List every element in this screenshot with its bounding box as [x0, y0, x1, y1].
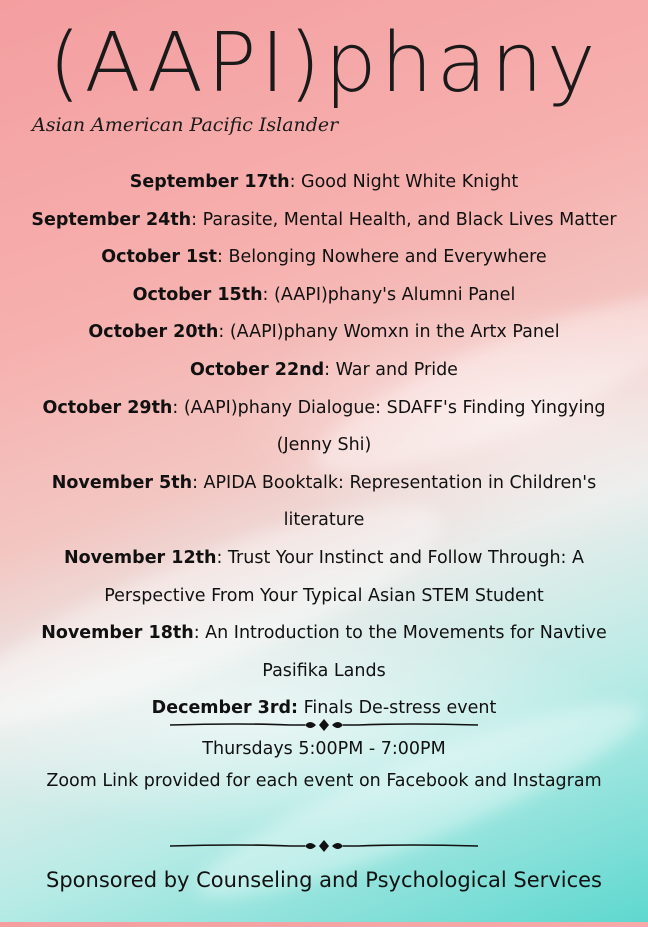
event-date: October 20th: [88, 322, 219, 343]
event-description: : (AAPI)phany's Alumni Panel: [262, 284, 516, 305]
sponsor-line: Sponsored by Counseling and Psychological Services: [46, 868, 602, 892]
event-description: : War and Pride: [324, 359, 458, 380]
event-description: Finals De-stress event: [298, 698, 497, 719]
event-description: : Parasite, Mental Health, and Black Lives Matter: [191, 209, 617, 230]
poster-title: (AAPI)phany: [48, 16, 600, 111]
meeting-info: [40, 734, 608, 797]
event-description: : Belonging Nowhere and Everywhere: [217, 247, 547, 268]
poster-subtitle: Asian American Pacific Islander: [32, 114, 339, 136]
event-date: October 1st: [101, 247, 217, 268]
event-description: : (AAPI)phany Womxn in the Artx Panel: [218, 322, 560, 343]
event-description: : Trust Your Instinct and Follow Through: A Perspective From Your Typical Asian STEM Student: [104, 547, 584, 606]
event-item: [14, 465, 634, 540]
event-date: November 18th: [41, 623, 194, 644]
event-item: [14, 164, 634, 202]
event-date: November 5th: [51, 472, 193, 493]
ornament-divider: [170, 839, 478, 853]
event-item: [14, 314, 634, 352]
event-date: October 22nd: [190, 359, 325, 380]
zoom-note: Zoom Link provided for each event on Facebook and Instagram: [46, 770, 602, 791]
event-item: [14, 239, 634, 277]
event-item: [14, 277, 634, 315]
event-schedule: [14, 164, 634, 728]
ornament-divider: [170, 718, 478, 732]
event-date: September 17th: [129, 172, 290, 192]
event-description: : An Introduction to the Movements for Navtive Pasifika Lands: [193, 623, 607, 681]
meeting-time: Thursdays 5:00PM - 7:00PM: [202, 739, 446, 759]
event-description: : (AAPI)phany Dialogue: SDAFF's Finding Yingying (Jenny Shi): [172, 397, 606, 456]
event-item: [14, 615, 634, 690]
event-description: : APIDA Booktalk: Representation in Children's literature: [192, 472, 597, 531]
event-date: September 24th: [31, 209, 192, 230]
event-item: [14, 202, 634, 240]
event-item: [14, 352, 634, 390]
event-item: [14, 540, 634, 615]
event-item: [14, 390, 634, 465]
event-description: : Good Night White Knight: [289, 172, 519, 192]
event-date: October 15th: [132, 284, 263, 305]
event-date: December 3rd:: [151, 698, 298, 719]
event-date: October 29th: [42, 397, 173, 418]
event-date: November 12th: [63, 547, 217, 568]
